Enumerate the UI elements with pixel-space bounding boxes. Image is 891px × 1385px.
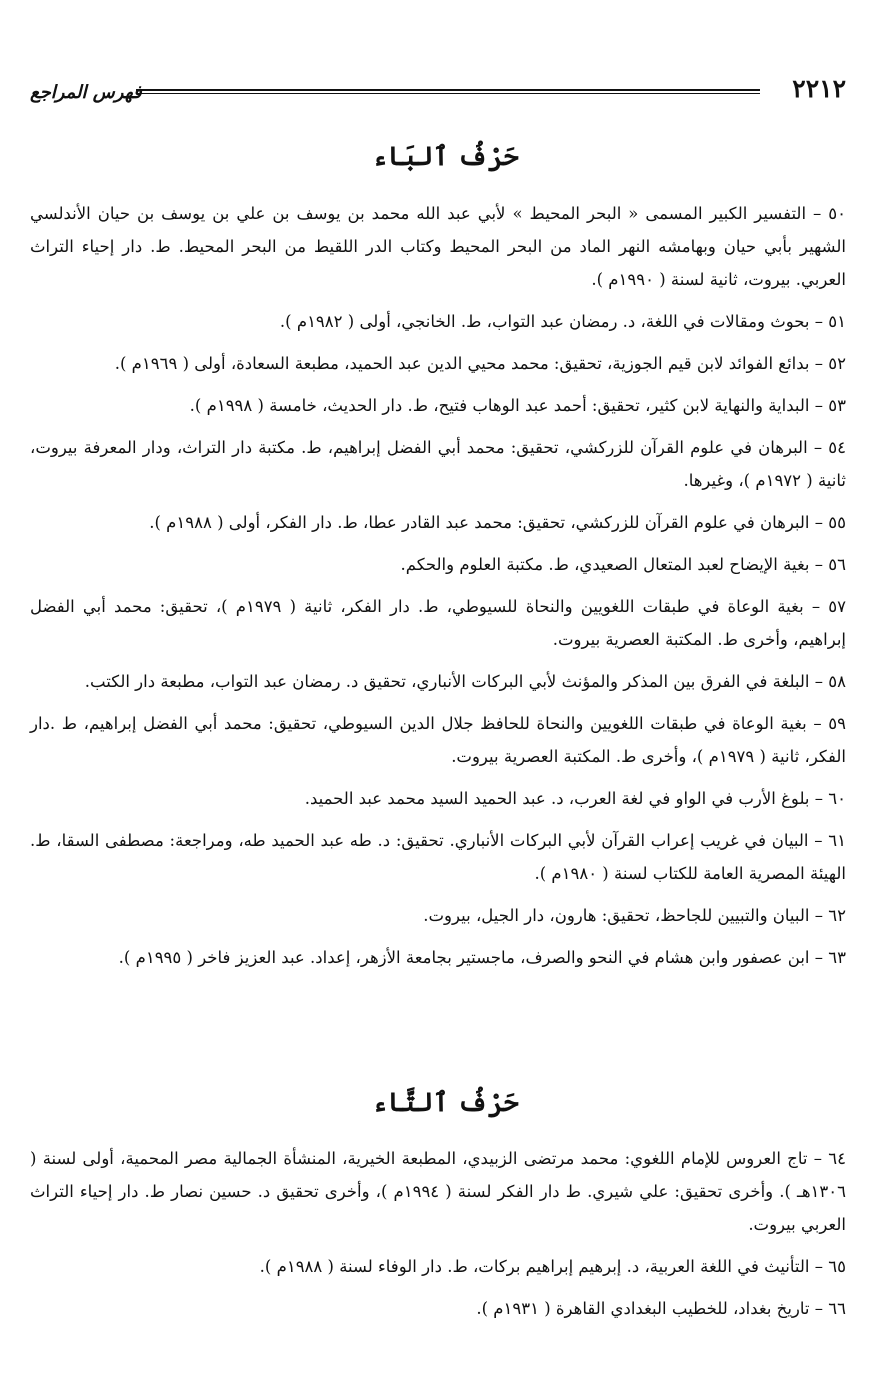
entry-53: ٥٣ – البداية والنهاية لابن كثير، تحقيق: أحمد عبد الوهاب فتيح، ط. دار الحديث، خامسة ( ١٩٩٨م ). — [189, 396, 846, 415]
entry-59: ٥٩ – بغية الوعاة في طبقات اللغويين والنحاة للحافظ جلال الدين السيوطي، تحقيق: محمد أبي الفضل إبراهيم، ط .دار الفكر، ثانية ( ١٩٧٩م )، وأخرى ط. المكتبة العصرية بيروت. — [30, 714, 846, 766]
entry-number: ٥٢ — [828, 354, 846, 373]
entry-number: ٥٩ — [828, 714, 846, 733]
entry-number: ٥٧ — [828, 597, 846, 616]
entry-text: بغية الوعاة في طبقات اللغويين والنحاة للسيوطي، ط. دار الفكر، ثانية ( ١٩٧٩م )، تحقيق: محمد أبي الفضل إبراهيم، وأخرى ط. المكتبة العصرية بيروت. — [30, 597, 846, 649]
entry-text: البيان والتبيين للجاحظ، تحقيق: هارون، دار الجيل، بيروت. — [423, 906, 810, 925]
entry-50: ٥٠ – التفسير الكبير المسمى « البحر المحيط » لأبي عبد الله محمد بن يوسف بن علي بن يوسف بن حيان الأندلسي الشهير بأبي حيان وبهامشه النهر الماد من البحر المحيط وكتاب الدر اللقيط من البحر المحيط. ط. دار إحياء التراث العربي. بيروت، ثانية لسنة ( ١٩٩٠م ). — [30, 204, 847, 289]
page-number: ٢٢١٢ — [792, 74, 846, 103]
entries-taa — [30, 1142, 846, 1325]
entry-number: ٦٢ — [828, 906, 846, 925]
entry-54: ٥٤ – البرهان في علوم القرآن للزركشي، تحقيق: محمد أبي الفضل إبراهيم، ط. مكتبة دار التراث، ودار المعرفة بيروت، ثانية ( ١٩٧٢م )، وغيرها. — [30, 438, 846, 490]
running-title: فهرس المراجع — [30, 82, 142, 103]
entry-number: ٦٤ — [828, 1149, 846, 1168]
entry-number: ٦٥ — [828, 1257, 846, 1276]
header-rule — [136, 89, 760, 94]
entry-56: ٥٦ – بغية الإيضاح لعبد المتعال الصعيدي، ط. مكتبة العلوم والحكم. — [400, 555, 846, 574]
entry-text: التأنيث في اللغة العربية، د. إبرهيم إبراهيم بركات، ط. دار الوفاء لسنة ( ١٩٨٨م ). — [259, 1257, 810, 1276]
section-heading-taa: حَرْفُ ٱلتَّاء — [372, 1088, 519, 1118]
entry-number: ٥١ — [828, 312, 846, 331]
entries-baa — [30, 197, 846, 974]
entry-text: بحوث ومقالات في اللغة، د. رمضان عبد التواب، ط. الخانجي، أولى ( ١٩٨٢م ). — [279, 312, 810, 331]
entry-number: ٦٣ — [828, 948, 846, 967]
entry-text: التفسير الكبير المسمى « البحر المحيط » لأبي عبد الله محمد بن يوسف بن علي بن يوسف بن حيان الأندلسي الشهير بأبي حيان وبهامشه النهر الماد من البحر المحيط وكتاب الدر اللقيط من البحر المحيط. ط. دار إحياء التراث العربي. بيروت، ثانية لسنة ( ١٩٩٠م ). — [30, 204, 846, 289]
entry-text: بغية الإيضاح لعبد المتعال الصعيدي، ط. مكتبة العلوم والحكم. — [400, 555, 810, 574]
entry-60: ٦٠ – بلوغ الأرب في الواو في لغة العرب، د. عبد الحميد السيد محمد عبد الحميد. — [304, 789, 846, 808]
section-heading-baa: حَرْفُ ٱلبَاء — [372, 142, 519, 172]
entry-number: ٥٠ — [828, 204, 847, 223]
entry-58: ٥٨ – البلغة في الفرق بين المذكر والمؤنث لأبي البركات الأنباري، تحقيق د. رمضان عبد التواب، مطبعة دار الكتب. — [84, 672, 846, 691]
entry-text: تاج العروس للإمام اللغوي: محمد مرتضى الزبيدي، المطبعة الخيرية، المنشأة الجمالية مصر المحمية، أولى لسنة ( ١٣٠٦هـ ). وأخرى تحقيق: علي شيري. ط دار الفكر لسنة ( ١٩٩٤م )، وأخرى تحقيق د. حسين نصار ط. دار إحياء التراث العربي بيروت. — [30, 1149, 846, 1234]
entry-number: ٥٦ — [828, 555, 846, 574]
entry-62: ٦٢ – البيان والتبيين للجاحظ، تحقيق: هارون، دار الجيل، بيروت. — [423, 906, 846, 925]
entry-52: ٥٢ – بدائع الفوائد لابن قيم الجوزية، تحقيق: محمد محيي الدين عبد الحميد، مطبعة السعادة، أولى ( ١٩٦٩م ). — [114, 354, 846, 373]
entry-text: ابن عصفور وابن هشام في النحو والصرف، ماجستير بجامعة الأزهر، إعداد. عبد العزيز فاخر ( ١٩٩٥م ). — [118, 948, 810, 967]
entry-number: ٦١ — [828, 831, 846, 850]
entry-text: بلوغ الأرب في الواو في لغة العرب، د. عبد الحميد السيد محمد عبد الحميد. — [304, 789, 810, 808]
entry-number: ٥٨ — [828, 672, 846, 691]
entry-65: ٦٥ – التأنيث في اللغة العربية، د. إبرهيم إبراهيم بركات، ط. دار الوفاء لسنة ( ١٩٨٨م ). — [259, 1257, 846, 1276]
entry-51: ٥١ – بحوث ومقالات في اللغة، د. رمضان عبد التواب، ط. الخانجي، أولى ( ١٩٨٢م ). — [279, 312, 846, 331]
entry-text: البرهان في علوم القرآن للزركشي، تحقيق: محمد عبد القادر عطا، ط. دار الفكر، أولى ( ١٩٨٨م ). — [149, 513, 810, 532]
entry-text: البيان في غريب إعراب القرآن لأبي البركات الأنباري. تحقيق: د. طه عبد الحميد طه، ومراجعة: مصطفى السقا، ط. الهيئة المصرية العامة للكتاب لسنة ( ١٩٨٠م ). — [30, 831, 846, 883]
entry-text: بغية الوعاة في طبقات اللغويين والنحاة للحافظ جلال الدين السيوطي، تحقيق: محمد أبي الفضل إبراهيم، ط .دار الفكر، ثانية ( ١٩٧٩م )، وأخرى ط. المكتبة العصرية بيروت. — [30, 714, 846, 766]
entry-number: ٦٠ — [828, 789, 846, 808]
entry-number: ٥٥ — [828, 513, 846, 532]
entry-text: البداية والنهاية لابن كثير، تحقيق: أحمد عبد الوهاب فتيح، ط. دار الحديث، خامسة ( ١٩٩٨م ). — [189, 396, 810, 415]
entry-63: ٦٣ – ابن عصفور وابن هشام في النحو والصرف، ماجستير بجامعة الأزهر، إعداد. عبد العزيز فاخر ( ١٩٩٥م ). — [118, 948, 846, 967]
entry-text: بدائع الفوائد لابن قيم الجوزية، تحقيق: محمد محيي الدين عبد الحميد، مطبعة السعادة، أولى ( ١٩٦٩م ). — [114, 354, 810, 373]
entry-55: ٥٥ – البرهان في علوم القرآن للزركشي، تحقيق: محمد عبد القادر عطا، ط. دار الفكر، أولى ( ١٩٨٨م ). — [149, 513, 846, 532]
entry-64: ٦٤ – تاج العروس للإمام اللغوي: محمد مرتضى الزبيدي، المطبعة الخيرية، المنشأة الجمالية مصر المحمية، أولى لسنة ( ١٣٠٦هـ ). وأخرى تحقيق: علي شيري. ط دار الفكر لسنة ( ١٩٩٤م )، وأخرى تحقيق د. حسين نصار ط. دار إحياء التراث العربي بيروت. — [30, 1149, 846, 1234]
entry-number: ٦٦ — [828, 1299, 846, 1318]
entry-text: البلغة في الفرق بين المذكر والمؤنث لأبي البركات الأنباري، تحقيق د. رمضان عبد التواب، مطبعة دار الكتب. — [84, 672, 810, 691]
entry-text: البرهان في علوم القرآن للزركشي، تحقيق: محمد أبي الفضل إبراهيم، ط. مكتبة دار التراث، ودار المعرفة بيروت، ثانية ( ١٩٧٢م )، وغيرها. — [30, 438, 846, 490]
entry-number: ٥٣ — [828, 396, 846, 415]
page-header — [30, 74, 846, 108]
entry-66: ٦٦ – تاريخ بغداد، للخطيب البغدادي القاهرة ( ١٩٣١م ). — [476, 1299, 846, 1318]
entry-number: ٥٤ — [828, 438, 846, 457]
entry-57: ٥٧ – بغية الوعاة في طبقات اللغويين والنحاة للسيوطي، ط. دار الفكر، ثانية ( ١٩٧٩م )، تحقيق: محمد أبي الفضل إبراهيم، وأخرى ط. المكتبة العصرية بيروت. — [30, 597, 846, 649]
entry-text: تاريخ بغداد، للخطيب البغدادي القاهرة ( ١٩٣١م ). — [476, 1299, 810, 1318]
entry-61: ٦١ – البيان في غريب إعراب القرآن لأبي البركات الأنباري. تحقيق: د. طه عبد الحميد طه، ومراجعة: مصطفى السقا، ط. الهيئة المصرية العامة للكتاب لسنة ( ١٩٨٠م ). — [30, 831, 846, 883]
